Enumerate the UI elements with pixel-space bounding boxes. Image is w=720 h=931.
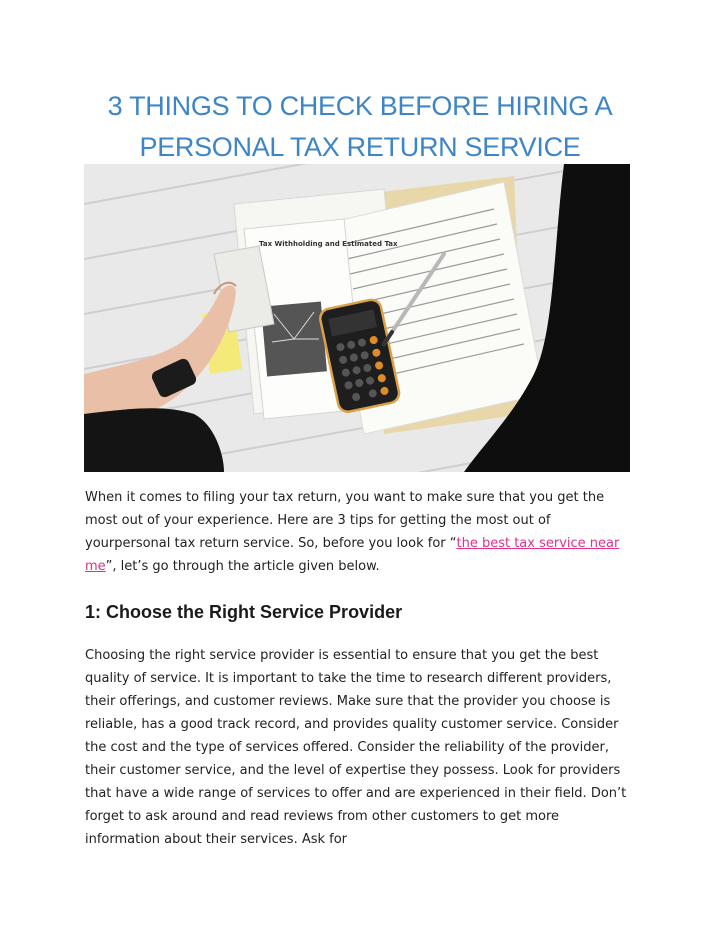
page-title-line-2: PERSONAL TAX RETURN SERVICE	[139, 132, 581, 162]
page-title-line-1: 3 THINGS TO CHECK BEFORE HIRING A	[107, 91, 613, 121]
section-1-body: Choosing the right service provider is essential to ensure that you get the best quality of service. It is important to take the time to research different providers, their offerings, and customer reviews. Make sure that the provider you choose is reliable, has a good track record, and provides quality customer service. Consider the cost and the type of services offered. Consider the reliability of the provider, their customer service, and the level of expertise they possess. Look for providers that have a wide range of services to offer and are experienced in their field. Don’t forget to ask around and read reviews from other customers to get more information about their services. Ask for	[85, 648, 627, 847]
best-tax-service-link[interactable]: the best tax service near me	[85, 536, 620, 574]
page-title	[60, 86, 660, 168]
form-heading: Tax Withholding and Estimated Tax	[259, 240, 398, 248]
intro-text-start: When it comes to filing your tax return, you want to make sure that you get the most out of your experience. Here are 3 tips for getting the most out of yourpersonal tax return service. So, before you look for “	[85, 490, 605, 551]
hero-photo	[84, 164, 630, 472]
tax-documents-illustration	[84, 164, 630, 472]
intro-paragraph	[85, 486, 637, 578]
section-1-heading: 1: Choose the Right Service Provider	[85, 602, 403, 622]
intro-text-end: ”, let’s go through the article given below.	[105, 559, 380, 574]
